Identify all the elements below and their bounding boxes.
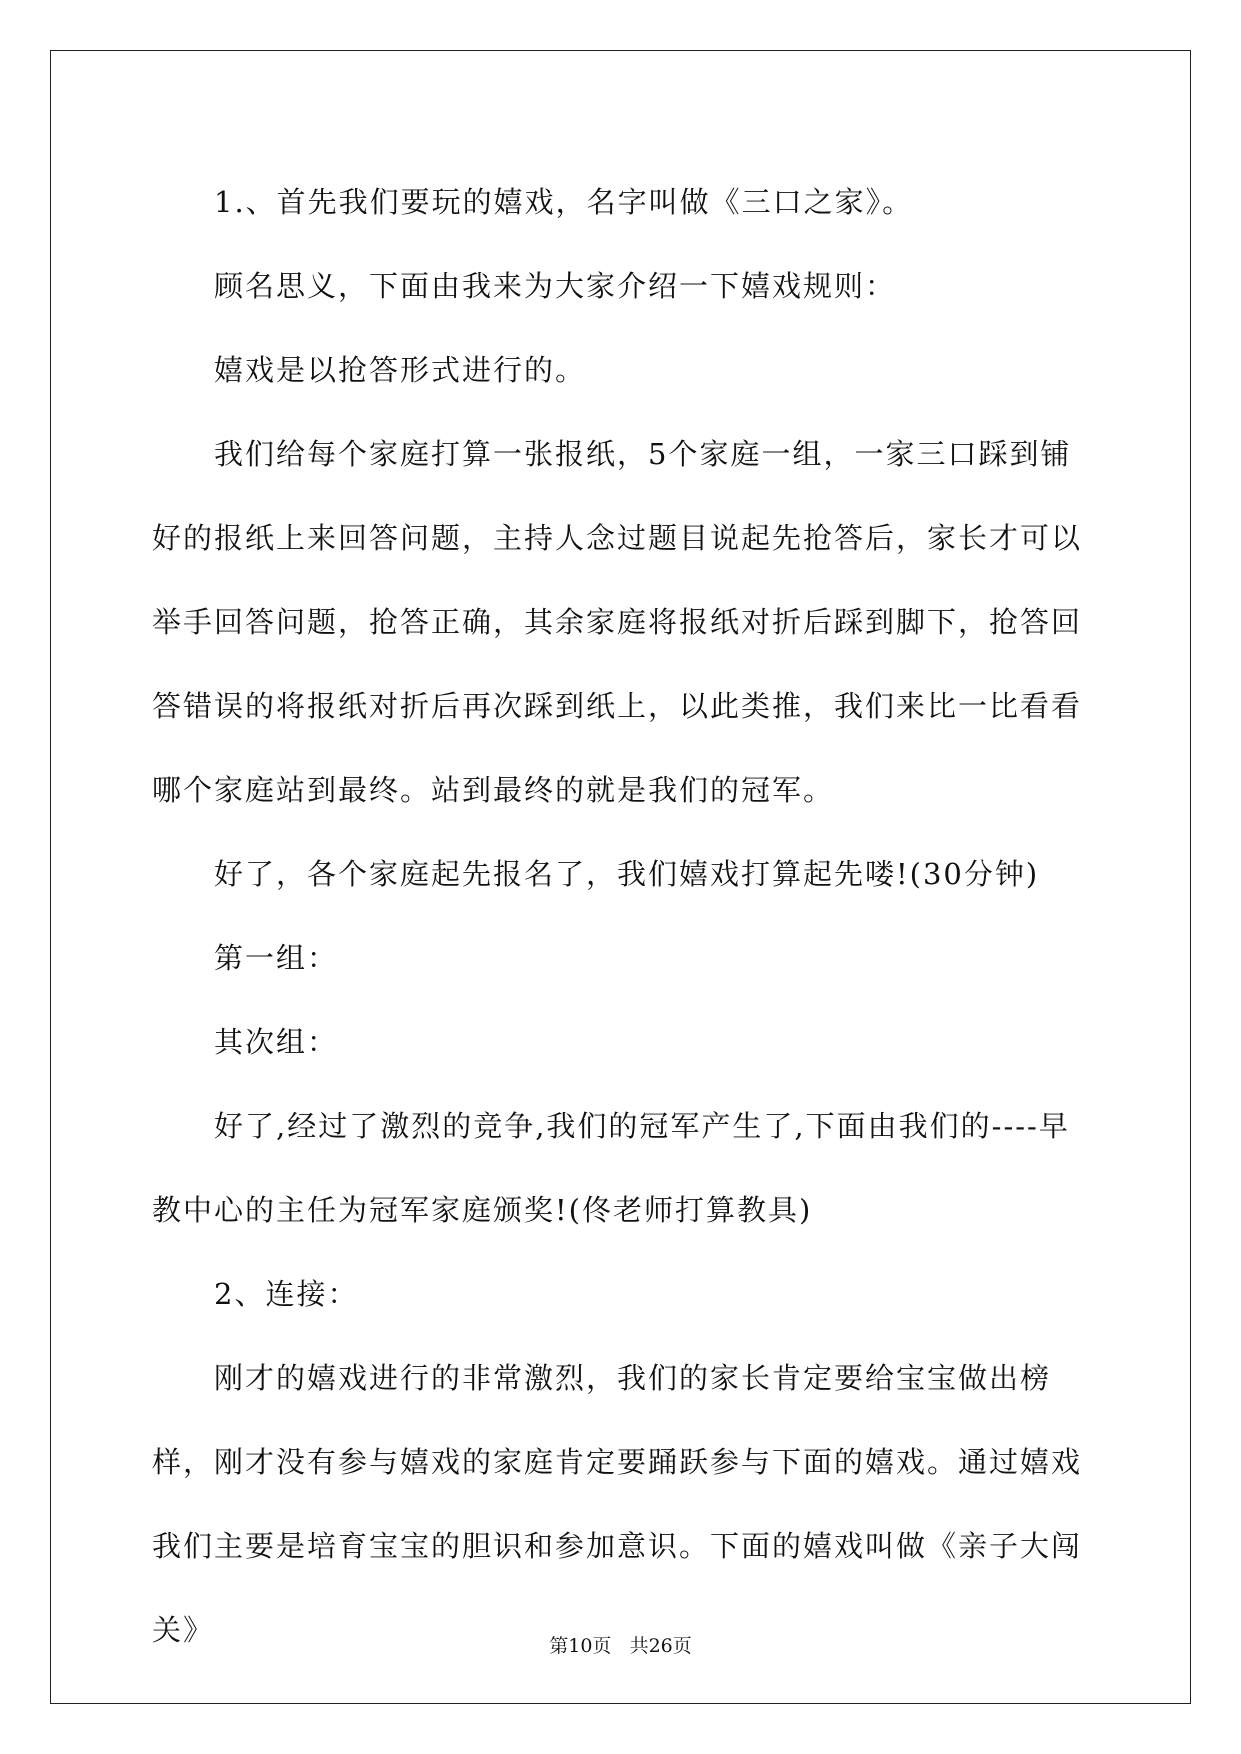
page-total: 共26页 [629, 1635, 692, 1657]
paragraph: 第一组： [214, 941, 339, 975]
paragraph: 顾名思义，下面由我来为大家介绍一下嬉戏规则： [214, 269, 897, 303]
paragraph: 我们给每个家庭打算一张报纸，5个家庭一组，一家三口踩到铺好的报纸上来回答问题，主持人念过题目说起先抢答后，家长才可以举手回答问题，抢答正确，其余家庭将报纸对折后踩到脚下，抢答回答错误的将报纸对折后再次踩到纸上，以此类推，我们来比一比看看哪个家庭站到最终。站到最终的就是我们的冠军。 [152, 437, 1083, 807]
paragraph: 2、连接： [214, 1277, 359, 1311]
paragraph: 好了，各个家庭起先报名了，我们嬉戏打算起先喽!(30分钟) [214, 857, 1040, 891]
document-body [152, 160, 1092, 1672]
paragraph: 刚才的嬉戏进行的非常激烈，我们的家长肯定要给宝宝做出榜样，刚才没有参与嬉戏的家庭肯定要踊跃参与下面的嬉戏。通过嬉戏我们主要是培育宝宝的胆识和参加意识。下面的嬉戏叫做《亲子大闯关》 [152, 1361, 1083, 1647]
paragraph: 好了,经过了激烈的竞争,我们的冠军产生了,下面由我们的----早教中心的主任为冠军家庭颁奖!(佟老师打算教具) [152, 1109, 1070, 1227]
paragraph: 嬉戏是以抢答形式进行的。 [214, 353, 587, 387]
page-number: 第10页 [549, 1635, 612, 1657]
paragraph: 1.、首先我们要玩的嬉戏，名字叫做《三口之家》。 [214, 185, 914, 219]
paragraph: 其次组： [214, 1025, 339, 1059]
page-footer [0, 1631, 1241, 1658]
